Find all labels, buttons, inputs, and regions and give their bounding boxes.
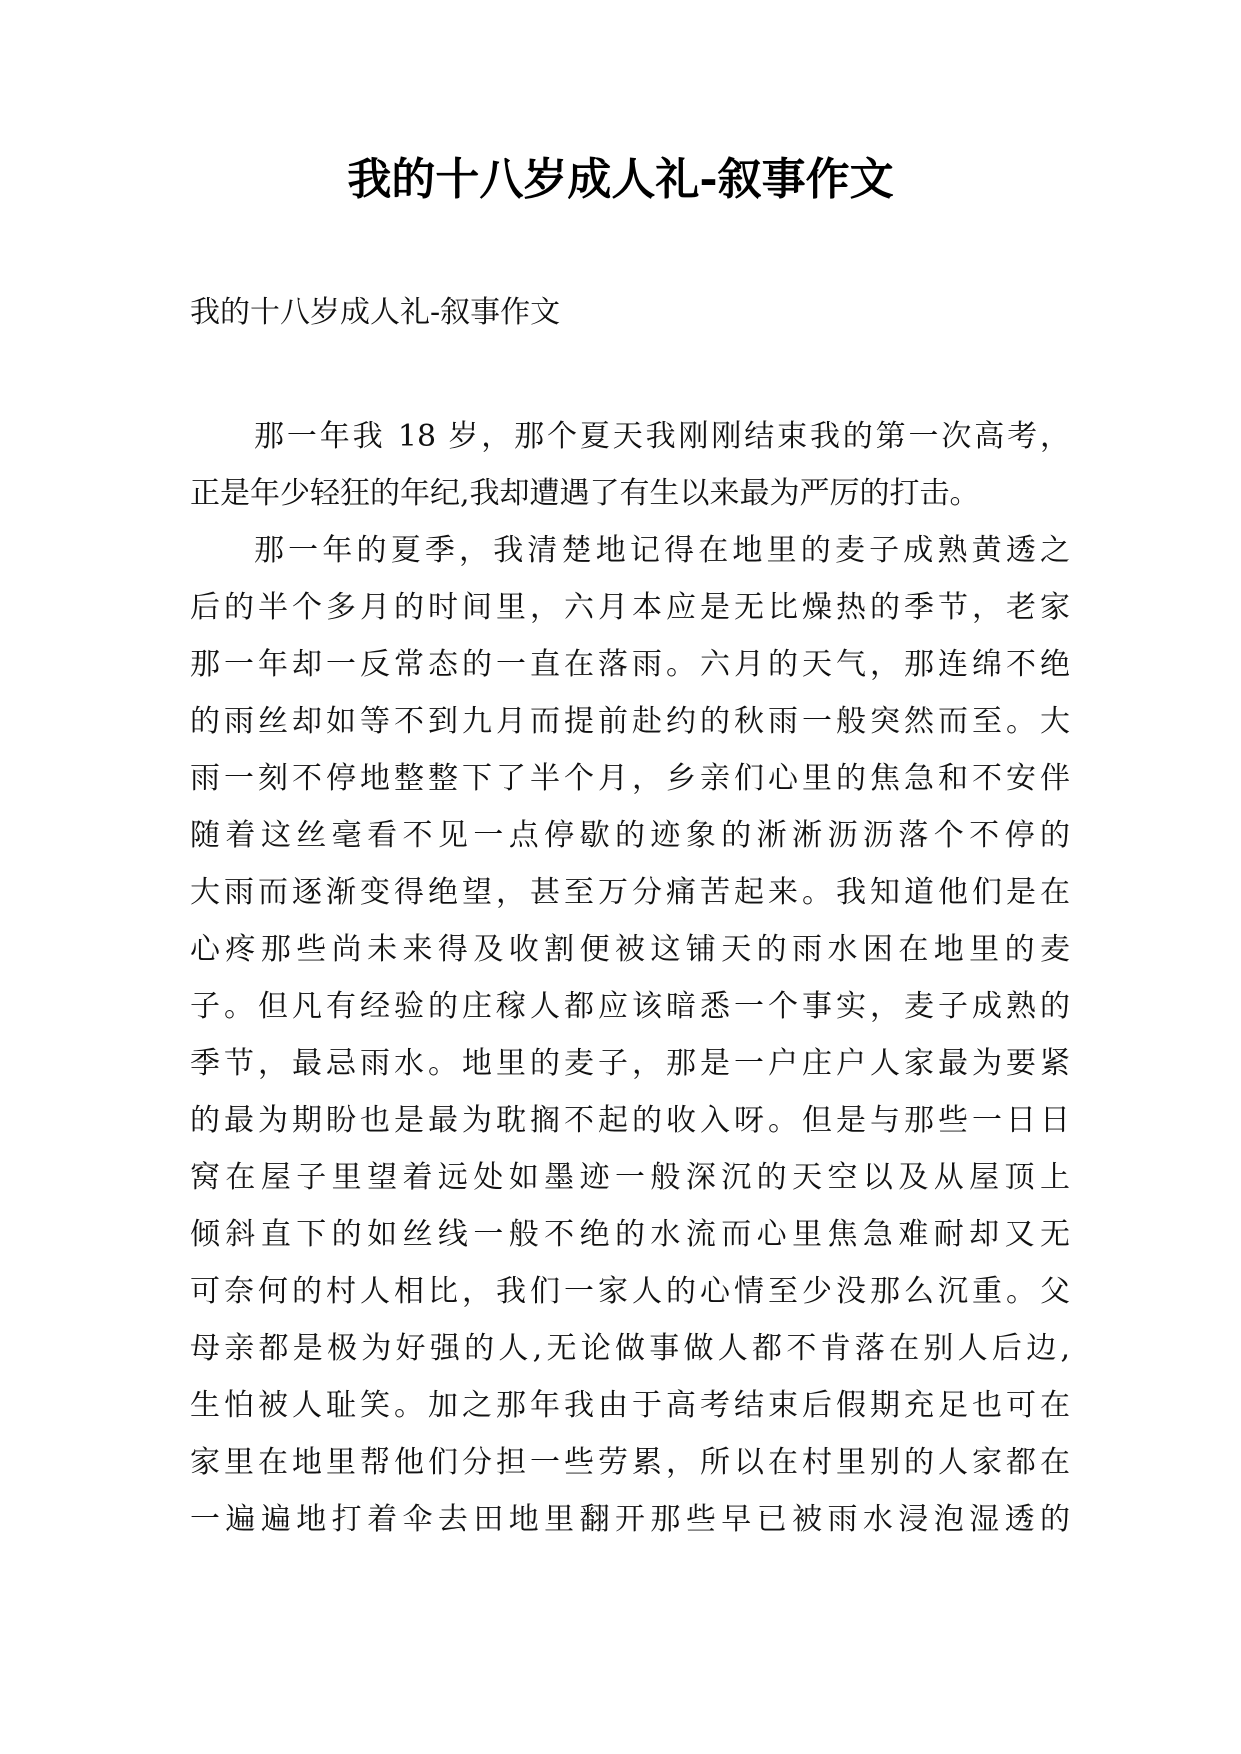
text-line: 后的半个多月的时间里，六月本应是无比燥热的季节，老家: [190, 590, 1070, 625]
document-subtitle: 我的十八岁成人礼-叙事作文: [190, 295, 561, 330]
text-line: 那一年却一反常态的一直在落雨。六月的天气，那连绵不绝: [190, 647, 1070, 682]
text-line: 心疼那些尚未来得及收割便被这铺天的雨水困在地里的麦: [190, 932, 1070, 967]
paragraph: [190, 408, 1070, 522]
paragraph: [190, 522, 1070, 1548]
text-line: 家里在地里帮他们分担一些劳累，所以在村里别的人家都在: [190, 1445, 1070, 1480]
text-line: 一遍遍地打着伞去田地里翻开那些早已被雨水浸泡湿透的: [190, 1502, 1070, 1537]
text-line: 倾斜直下的如丝线一般不绝的水流而心里焦急难耐却又无: [190, 1217, 1070, 1252]
text-line: 窝在屋子里望着远处如墨迹一般深沉的天空以及从屋顶上: [190, 1160, 1070, 1195]
text-line: 季节，最忌雨水。地里的麦子，那是一户庄户人家最为要紧: [190, 1046, 1070, 1081]
page-title: 我的十八岁成人礼-叙事作文: [347, 154, 894, 205]
text-line: 正是年少轻狂的年纪,我却遭遇了有生以来最为严厉的打击。: [190, 476, 980, 511]
text-line: 生怕被人耻笑。加之那年我由于高考结束后假期充足也可在: [190, 1388, 1070, 1423]
text-line: 子。但凡有经验的庄稼人都应该暗悉一个事实，麦子成熟的: [190, 989, 1070, 1024]
document-body: [190, 408, 1070, 1548]
text-line: 随着这丝毫看不见一点停歇的迹象的淅淅沥沥落个不停的: [190, 818, 1070, 853]
text-line: 可奈何的村人相比，我们一家人的心情至少没那么沉重。父: [190, 1274, 1070, 1309]
text-line: 雨一刻不停地整整下了半个月，乡亲们心里的焦急和不安伴: [190, 761, 1070, 796]
text-line: 那一年的夏季，我清楚地记得在地里的麦子成熟黄透之: [254, 533, 1070, 568]
text-line: 的雨丝却如等不到九月而提前赴约的秋雨一般突然而至。大: [190, 704, 1070, 739]
text-line: 的最为期盼也是最为耽搁不起的收入呀。但是与那些一日日: [190, 1103, 1070, 1138]
text-line: 母亲都是极为好强的人,无论做事做人都不肯落在别人后边,: [190, 1331, 1070, 1366]
text-line: 大雨而逐渐变得绝望，甚至万分痛苦起来。我知道他们是在: [190, 875, 1070, 910]
text-line: 那一年我 18 岁，那个夏天我刚刚结束我的第一次高考，: [254, 419, 1070, 454]
